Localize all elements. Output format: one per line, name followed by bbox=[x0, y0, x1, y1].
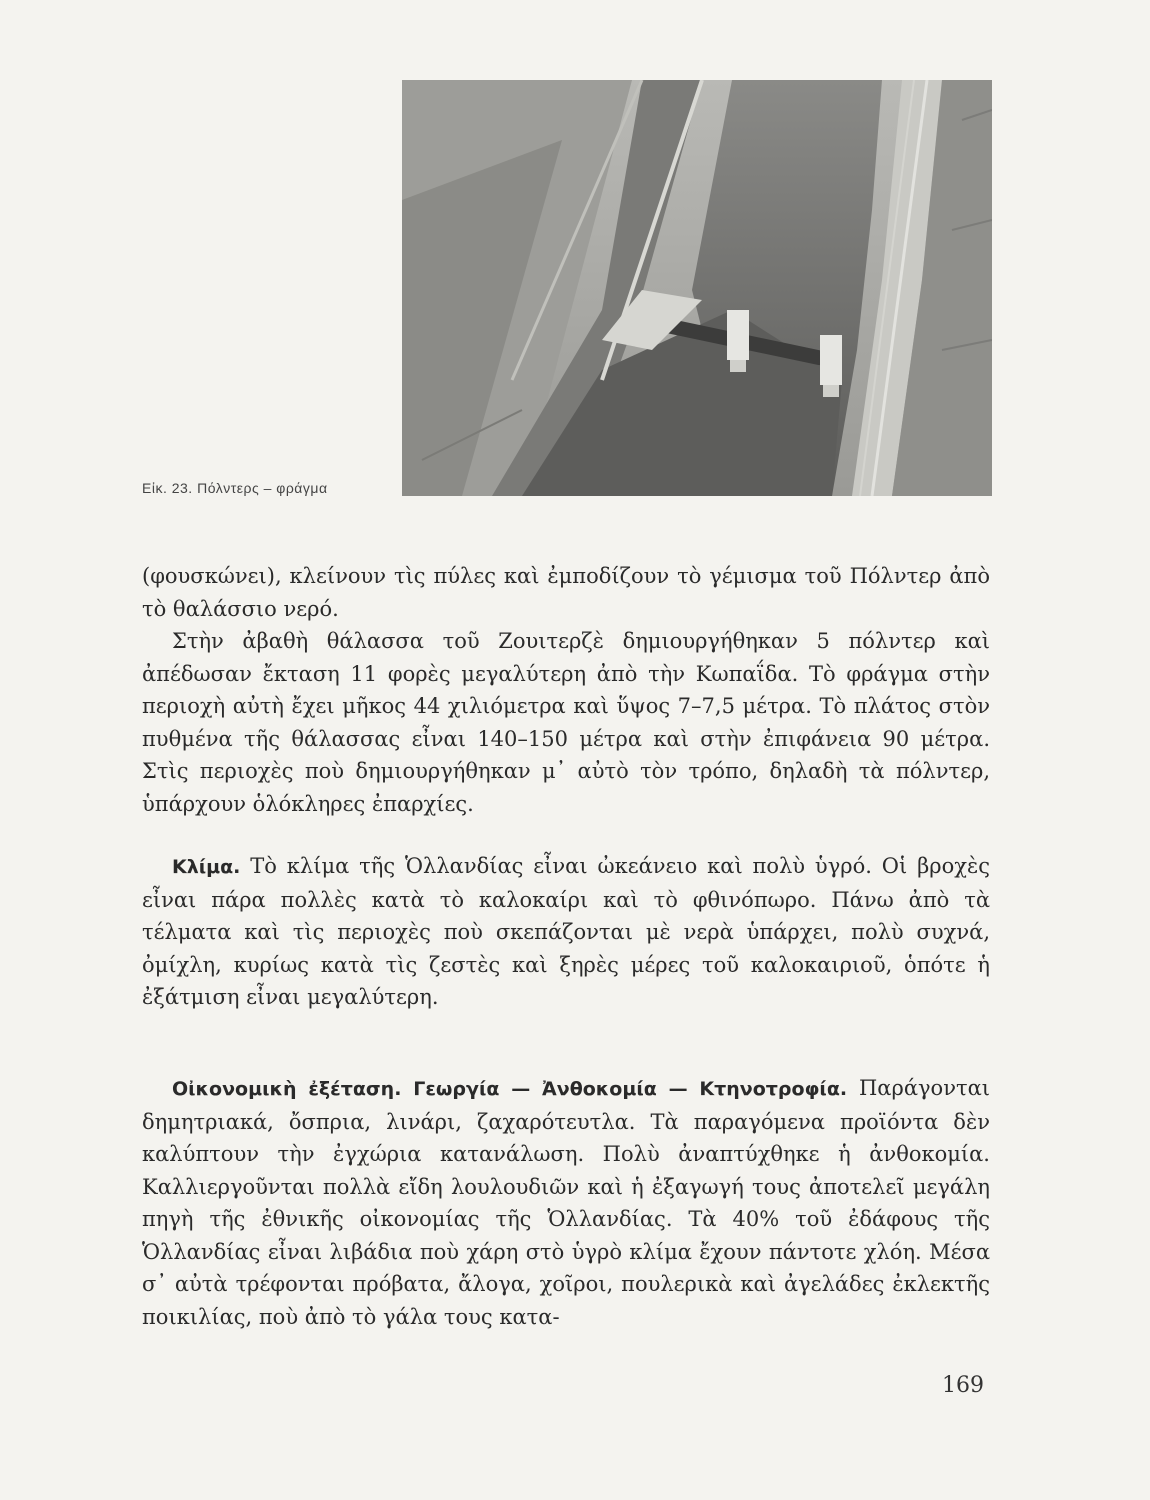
economy-section bbox=[142, 1072, 990, 1333]
paragraph-economy bbox=[142, 1072, 990, 1333]
polder-dam-photo bbox=[402, 80, 992, 496]
climate-text: Τὸ κλίμα τῆς Ὁλλανδίας εἶναι ὠκεάνειο καὶ πολὺ ὑγρό. Οἱ βροχὲς εἶναι πάρα πολλὲς κατὰ τὸ καλοκαίρι καὶ τὸ φθινόπωρο. Πάνω ἀπὸ τὰ τέλματα καὶ τὶς περιοχὲς ποὺ σκεπάζονται μὲ νερὰ ὑπάρχει, πολὺ συχνά, ὀμίχλη, κυρίως κατὰ τὶς ζεστὲς καὶ ξηρὲς μέρες τοῦ καλοκαιριοῦ, ὁπότε ἡ ἐξάτμιση εἶναι μεγαλύτερη. bbox=[142, 854, 990, 1009]
page-number: 169 bbox=[942, 1373, 984, 1398]
paragraph-climate bbox=[142, 850, 990, 1014]
aerial-photo-image bbox=[402, 80, 992, 496]
climate-section bbox=[142, 850, 990, 1014]
economy-heading: Οἰκονομικὴ ἐξέταση. Γεωργία — Ἀνθοκομία — Κτηνοτροφία. bbox=[172, 1078, 848, 1100]
paragraph-2: Στὴν ἀβαθὴ θάλασσα τοῦ Ζουιτερζὲ δημιουργήθηκαν 5 πόλντερ καὶ ἀπέδωσαν ἔκταση 11 φορὲς μεγαλύτερη ἀπὸ τὴν Κωπαΐδα. Τὸ φράγμα στὴν περιοχὴ αὐτὴ ἔχει μῆκος 44 χιλιόμετρα καὶ ὕψος 7–7,5 μέτρα. Τὸ πλάτος στὸν πυθμένα τῆς θάλασσας εἶναι 140–150 μέτρα καὶ στὴν ἐπιφάνεια 90 μέτρα. Στὶς περιοχὲς ποὺ δημιουργήθηκαν μ᾽ αὐτὸ τὸν τρόπο, δηλαδὴ τὰ πόλντερ, ὑπάρχουν ὁλόκληρες ἐπαρχίες. bbox=[142, 629, 990, 816]
body-paragraphs-top bbox=[142, 560, 990, 820]
climate-heading: Κλίμα. bbox=[172, 856, 241, 878]
economy-text: Παράγονται δημητριακά, ὄσπρια, λινάρι, ζαχαρότευτλα. Τὰ παραγόμενα προϊόντα δὲν καλύπτουν τὴν ἐγχώρια κατανάλωση. Πολὺ ἀναπτύχθηκε ἡ ἀνθοκομία. Καλλιεργοῦνται πολλὰ εἴδη λουλουδιῶν καὶ ἡ ἐξαγωγή τους ἀποτελεῖ μεγάλη πηγὴ τῆς ἐθνικῆς οἰκονομίας τῆς Ὁλλανδίας. Τὰ 40% τοῦ ἐδάφους τῆς Ὁλλανδίας εἶναι λιβάδια ποὺ χάρη στὸ ὑγρὸ κλίμα ἔχουν πάντοτε χλόη. Μέσα σ᾽ αὐτὰ τρέφονται πρόβατα, ἄλογα, χοῖροι, πουλερικὰ καὶ ἀγελάδες ἐκλεκτῆς ποικιλίας, ποὺ ἀπὸ τὸ γάλα τους κατα- bbox=[142, 1076, 990, 1329]
paragraph-1: (φουσκώνει), κλείνουν τὶς πύλες καὶ ἐμποδίζουν τὸ γέμισμα τοῦ Πόλντερ ἀπὸ τὸ θαλάσσιο νερό. bbox=[142, 564, 990, 621]
figure-caption: Εἰκ. 23. Πόλντερς – φράγμα bbox=[142, 480, 328, 496]
